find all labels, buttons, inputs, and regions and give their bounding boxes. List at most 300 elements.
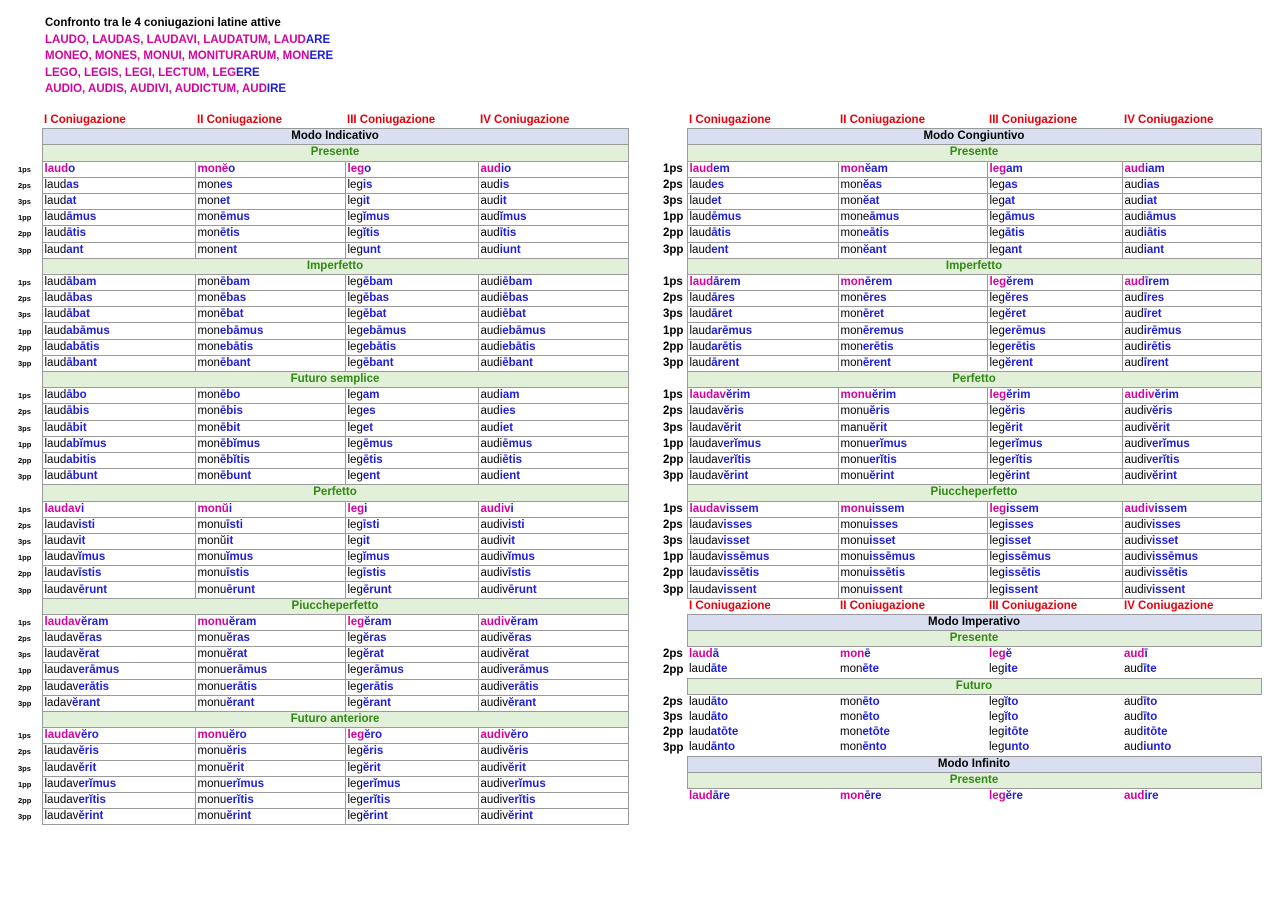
verb-ending: arētis [711,340,742,353]
verb-form-cell [195,388,345,404]
verb-ending: issent [723,583,757,596]
verb-stem: mon [197,195,220,208]
verb-form-cell [42,582,195,598]
table-row [18,809,628,825]
verb-stem: laud [44,162,69,175]
verb-stem: mon [840,275,865,288]
table-row [663,436,1261,452]
verb-stem: audi [480,324,503,337]
verb-stem: mon [840,741,863,754]
verb-stem: laud [689,711,711,724]
verb-form-cell [345,291,478,307]
verb-stem: leg [347,696,363,709]
verb-ending: ĕras [362,632,387,645]
mode-title: Modo Indicativo [42,129,628,145]
verb-stem: leg [347,680,363,693]
table-row [18,695,628,711]
verb-stem: audiv [480,551,508,564]
verb-form-cell [478,420,628,436]
verb-form-cell [838,533,987,549]
verb-stem: laud [44,437,67,450]
verb-form-cell [195,323,345,339]
verb-form-cell [987,193,1122,209]
verb-ending: ĭto [1004,695,1019,708]
person-label: 1pp [663,551,684,564]
verb-form-cell [987,517,1122,533]
verb-form-cell [42,776,195,792]
verb-ending: as [66,178,80,191]
table-row [663,193,1261,209]
verb-stem: mon [197,437,220,450]
verb-form-cell [195,404,345,420]
verb-ending: erĭmus [508,777,546,790]
verb-ending: ērem [864,275,893,288]
verb-ending: ĕant [862,243,887,256]
verb-form-cell [478,566,628,582]
verb-stem: laud [44,421,67,434]
verb-stem: laudav [689,421,724,434]
verb-stem: leg [347,664,363,677]
tense-title: Imperfetto [42,258,628,274]
verb-form-cell [1122,242,1261,258]
verb-ending: ĭmus [499,211,527,224]
verb-ending: o [228,162,236,175]
verb-stem: laudav [689,502,726,515]
table-row [18,226,628,242]
table-row [663,647,1261,663]
verb-ending: ēnto [862,741,887,754]
verb-stem: leg [347,761,363,774]
verb-form-cell [478,809,628,825]
verb-form-cell [345,210,478,226]
verb-ending: ī [1144,648,1148,661]
verb-stem: aud [1124,292,1144,305]
verb-form-cell [1122,226,1261,242]
verb-stem: manu [840,421,870,434]
person-label: 1ps [663,502,683,515]
verb-stem: monu [197,648,227,661]
verb-stem: leg [347,551,363,564]
verb-ending: ĕris [1152,405,1173,418]
verb-ending: io [500,162,512,175]
principal-parts-line [45,65,333,82]
verb-stem: leg [347,454,363,467]
verb-ending: ābat [66,308,90,321]
verb-form-cell [345,323,478,339]
blank-cell [663,258,687,274]
verb-ending: ĕrent [1004,356,1033,369]
verb-ending: ĭmus [78,551,106,564]
verb-form-cell [478,582,628,598]
verb-form-cell [42,550,195,566]
verb-stem: audiv [1124,567,1152,580]
verb-ending: as [1004,178,1018,191]
verb-form-cell [1122,177,1261,193]
verb-stem: mon [840,663,863,676]
verb-ending: iātis [1143,227,1167,240]
verb-ending: issētis [1152,567,1188,580]
verb-form-cell [42,436,195,452]
mode-row [663,614,1261,630]
verb-stem: leg [989,518,1005,531]
verb-stem: laud [44,195,67,208]
subjunctive-imperative-infinitive-table [663,113,1262,804]
person-label: 3pp [18,585,32,595]
verb-stem: laud [689,292,712,305]
verb-ending: iet [499,421,514,434]
verb-form-cell [987,694,1122,710]
verb-ending: āres [711,292,735,305]
verb-form-cell [478,161,628,177]
verb-ending: issēmus [869,551,916,564]
verb-form-cell [687,355,838,371]
verb-stem: laud [44,178,67,191]
verb-ending: am [1006,162,1023,175]
verb-stem: mon [197,178,220,191]
person-label: 3ps [663,308,683,321]
verb-ending: erāmus [78,664,120,677]
table-row [663,242,1261,258]
verb-stem: leg [989,340,1005,353]
verb-form-cell [838,725,987,740]
verb-form-cell [195,242,345,258]
verb-stem: laudav [44,632,79,645]
verb-ending: ĕre [1005,789,1023,802]
verb-form-cell [838,710,987,725]
verb-stem: audi [480,340,503,353]
verb-form-cell [478,177,628,193]
verb-stem: leg [347,195,363,208]
verb-stem: laud [44,324,67,337]
verb-form-cell [987,307,1122,323]
verb-stem: mon [197,389,220,402]
verb-form-cell [838,694,987,710]
verb-form-cell [345,193,478,209]
verb-stem: audiv [1124,454,1152,467]
verb-form-cell [478,404,628,420]
verb-stem: audiv [480,583,508,596]
verb-stem: audiv [480,745,508,758]
tense-title: Piuccheperfetto [687,485,1261,501]
verb-form-cell [478,323,628,339]
verb-form-cell [987,226,1122,242]
verb-ending: ēbis [219,405,243,418]
verb-stem: audiv [480,664,508,677]
verb-form-cell [838,242,987,258]
verb-form-cell [1122,420,1261,436]
verb-stem: leg [347,810,363,823]
verb-form-cell [687,307,838,323]
verb-form-cell [195,728,345,744]
verb-ending: erĭmus [1152,437,1190,450]
verb-form-cell [838,323,987,339]
verb-form-cell [987,740,1122,756]
verb-stem: laud [689,178,712,191]
verb-stem: aud [1124,695,1144,708]
verb-form-cell [1122,533,1261,549]
verb-stem: monu [197,583,227,596]
verb-stem: monu [197,567,227,580]
person-label: 2pp [18,229,32,239]
table-row [663,177,1261,193]
verb-ending: erĭtis [869,454,897,467]
verb-stem: aud [1124,162,1145,175]
verb-stem: mon [840,243,863,256]
verb-stem: leg [347,356,363,369]
verb-ending: ābas [66,292,93,305]
verb-ending: ĕram [364,615,392,628]
verb-ending: īstis [226,567,250,580]
verb-stem: monu [197,664,227,677]
verb-form-cell [1122,582,1261,598]
verb-ending: issem [871,502,905,515]
conjugation-header-row [663,113,1261,129]
verb-stem: mon [197,356,220,369]
person-label: 1pp [18,213,32,223]
verb-stem: laudav [689,405,724,418]
table-row [663,404,1261,420]
verb-form-cell [987,242,1122,258]
table-row [663,420,1261,436]
verb-form-cell [1122,469,1261,485]
verb-form-cell [195,339,345,355]
blank-cell [663,113,687,129]
verb-form-cell [345,355,478,371]
verb-ending: iam [1144,162,1165,175]
verb-ending: īsti [226,518,243,531]
verb-stem: laud [44,211,67,224]
verb-stem: laud [44,356,67,369]
verb-stem: laudav [689,389,726,402]
verb-stem: leg [347,389,363,402]
verb-ending: īstis [362,567,386,580]
principal-parts-line [45,48,333,65]
verb-ending: issētis [723,567,760,580]
verb-form-cell [987,177,1122,193]
verb-ending: erĭmus [723,437,762,450]
table-row [18,582,628,598]
verb-ending: ītis [499,227,517,240]
verb-stem: mon [840,292,863,305]
verb-stem: laudav [44,502,81,515]
verb-ending: ēbĭmus [219,437,261,450]
person-label: 3pp [663,243,684,256]
verb-ending: abĭmus [66,437,107,450]
verb-stem: audiv [1124,405,1152,418]
verb-form-cell [42,501,195,517]
verb-stem: monu [840,389,872,402]
verb-form-cell [478,550,628,566]
verb-ending: abāmus [66,324,110,337]
conjugation-heading: I Coniugazione [689,114,771,127]
verb-ending: ĕrint [1152,470,1177,483]
verb-stem: leg [347,162,365,175]
verb-stem: leg [989,502,1007,515]
person-label: 1ps [18,277,31,287]
verb-ending: ĭmus [226,551,254,564]
verb-form-cell [687,647,838,663]
verb-stem: audiv [1124,470,1152,483]
verb-stem: leg [347,583,363,596]
verb-form-cell [42,193,195,209]
verb-ending: issent [1152,583,1186,596]
verb-form-cell [195,776,345,792]
verb-ending: erātis [362,680,394,693]
verb-form-cell [687,501,838,517]
blank-cell [18,372,42,388]
verb-stem: laudav [44,518,79,531]
table-row [18,339,628,355]
verb-stem: leg [347,243,363,256]
person-label: 2pp [663,454,684,467]
verb-ending: ā [712,648,720,661]
verb-stem: aud [480,211,500,224]
verb-ending: ābit [66,421,87,434]
verb-ending: ērunt [508,583,537,596]
verb-ending: ābunt [66,470,98,483]
verb-ending: et [219,195,231,208]
verb-form-cell [195,355,345,371]
verb-ending: ĕris [723,405,744,418]
verb-form-cell [345,533,478,549]
tense-title: Perfetto [687,372,1261,388]
verb-form-cell [987,725,1122,740]
verb-form-cell [42,469,195,485]
verb-form-cell [195,161,345,177]
verb-ending: ĕres [1004,292,1029,305]
verb-form-cell [42,226,195,242]
conjugation-heading: III Coniugazione [989,114,1078,127]
verb-form-cell [345,307,478,323]
conjugation-heading: III Coniugazione [989,599,1078,612]
verb-stem: aud [1124,648,1145,661]
verb-form-cell [987,469,1122,485]
tense-title: Futuro [687,678,1261,694]
verb-ending: es [711,178,725,191]
verb-form-cell [42,631,195,647]
verb-form-cell [1122,788,1261,804]
verb-ending: ĕrint [1004,470,1030,483]
person-label [663,788,687,804]
person-label: 1ps [18,731,31,741]
verb-ending: ebāmus [502,324,546,337]
verb-form-cell [195,193,345,209]
verb-ending: ēbo [219,389,241,402]
person-label: 3ps [663,534,683,547]
verb-stem: laud [689,340,712,353]
verb-stem: leg [347,632,363,645]
verb-form-cell [687,420,838,436]
verb-stem: mon [840,356,863,369]
principal-parts-list [45,32,333,98]
verb-stem: leg [347,615,365,628]
verb-form-cell [1122,452,1261,468]
verb-stem: mon [197,324,220,337]
person-label: 3ps [663,195,683,208]
verb-ending: itōte [1143,726,1168,739]
verb-stem: aud [1124,308,1144,321]
verb-ending: ēbant [502,356,533,369]
verb-form-cell [195,291,345,307]
verb-form-cell [345,420,478,436]
verb-ending: erĭmus [78,777,117,790]
verb-stem: mone [840,211,870,224]
table-row [18,452,628,468]
verb-form-cell [987,420,1122,436]
table-row [18,776,628,792]
verb-form-cell [42,420,195,436]
verb-ending: ĕrit [508,761,526,774]
verb-form-cell [478,193,628,209]
verb-form-cell [42,663,195,679]
verb-form-cell [195,744,345,760]
verb-ending: ies [499,405,516,418]
person-label: 2ps [663,518,683,531]
verb-form-cell [195,582,345,598]
verb-ending: ēbat [502,308,526,321]
verb-form-cell [42,809,195,825]
verb-stem: leg [347,470,363,483]
verb-ending: unt [362,243,381,256]
verb-ending: erātis [226,680,257,693]
mode-title: Modo Congiuntivo [687,129,1261,145]
verb-ending: iant [1143,243,1165,256]
person-label: 3ps [18,197,31,207]
verb-form-cell [478,339,628,355]
verb-stem: audi [480,275,503,288]
verb-stem: mon [840,340,863,353]
verb-ending: ebātis [219,340,254,353]
person-label: 2ps [663,648,683,661]
infinitive-ending: ERE [309,50,334,62]
table-row [663,550,1261,566]
verb-ending: īrent [1143,356,1169,369]
conjugation-heading: II Coniugazione [840,114,925,127]
conjugation-heading: IV Coniugazione [1124,114,1214,127]
verb-form-cell [345,452,478,468]
verb-stem: monu [197,777,227,790]
verb-ending: ēbam [362,275,393,288]
verb-stem: monu [840,437,870,450]
verb-form-cell [987,210,1122,226]
verb-form-cell [195,307,345,323]
blank-cell [663,129,687,145]
verb-ending: ĭmus [362,211,390,224]
verb-form-cell [838,291,987,307]
verb-stem: leg [989,470,1005,483]
person-label: 3pp [663,356,684,369]
verb-stem: leg [989,356,1005,369]
verb-form-cell [42,307,195,323]
verb-stem: audi [480,437,503,450]
verb-ending: ēbam [219,275,250,288]
verb-form-cell [478,388,628,404]
table-row [18,388,628,404]
verb-ending: ĕrint [869,470,895,483]
table-row [663,452,1261,468]
verb-stem: audiv [480,680,508,693]
verb-form-cell [987,161,1122,177]
verb-form-cell [478,631,628,647]
verb-ending: i [364,502,368,515]
verb-ending: ĕrint [723,470,749,483]
table-row [18,517,628,533]
verb-ending: atōte [710,726,739,739]
verb-ending: ēbat [362,308,387,321]
infinitive-ending: IRE [266,83,287,95]
verb-stem: laud [689,162,714,175]
verb-stem: leg [989,695,1005,708]
